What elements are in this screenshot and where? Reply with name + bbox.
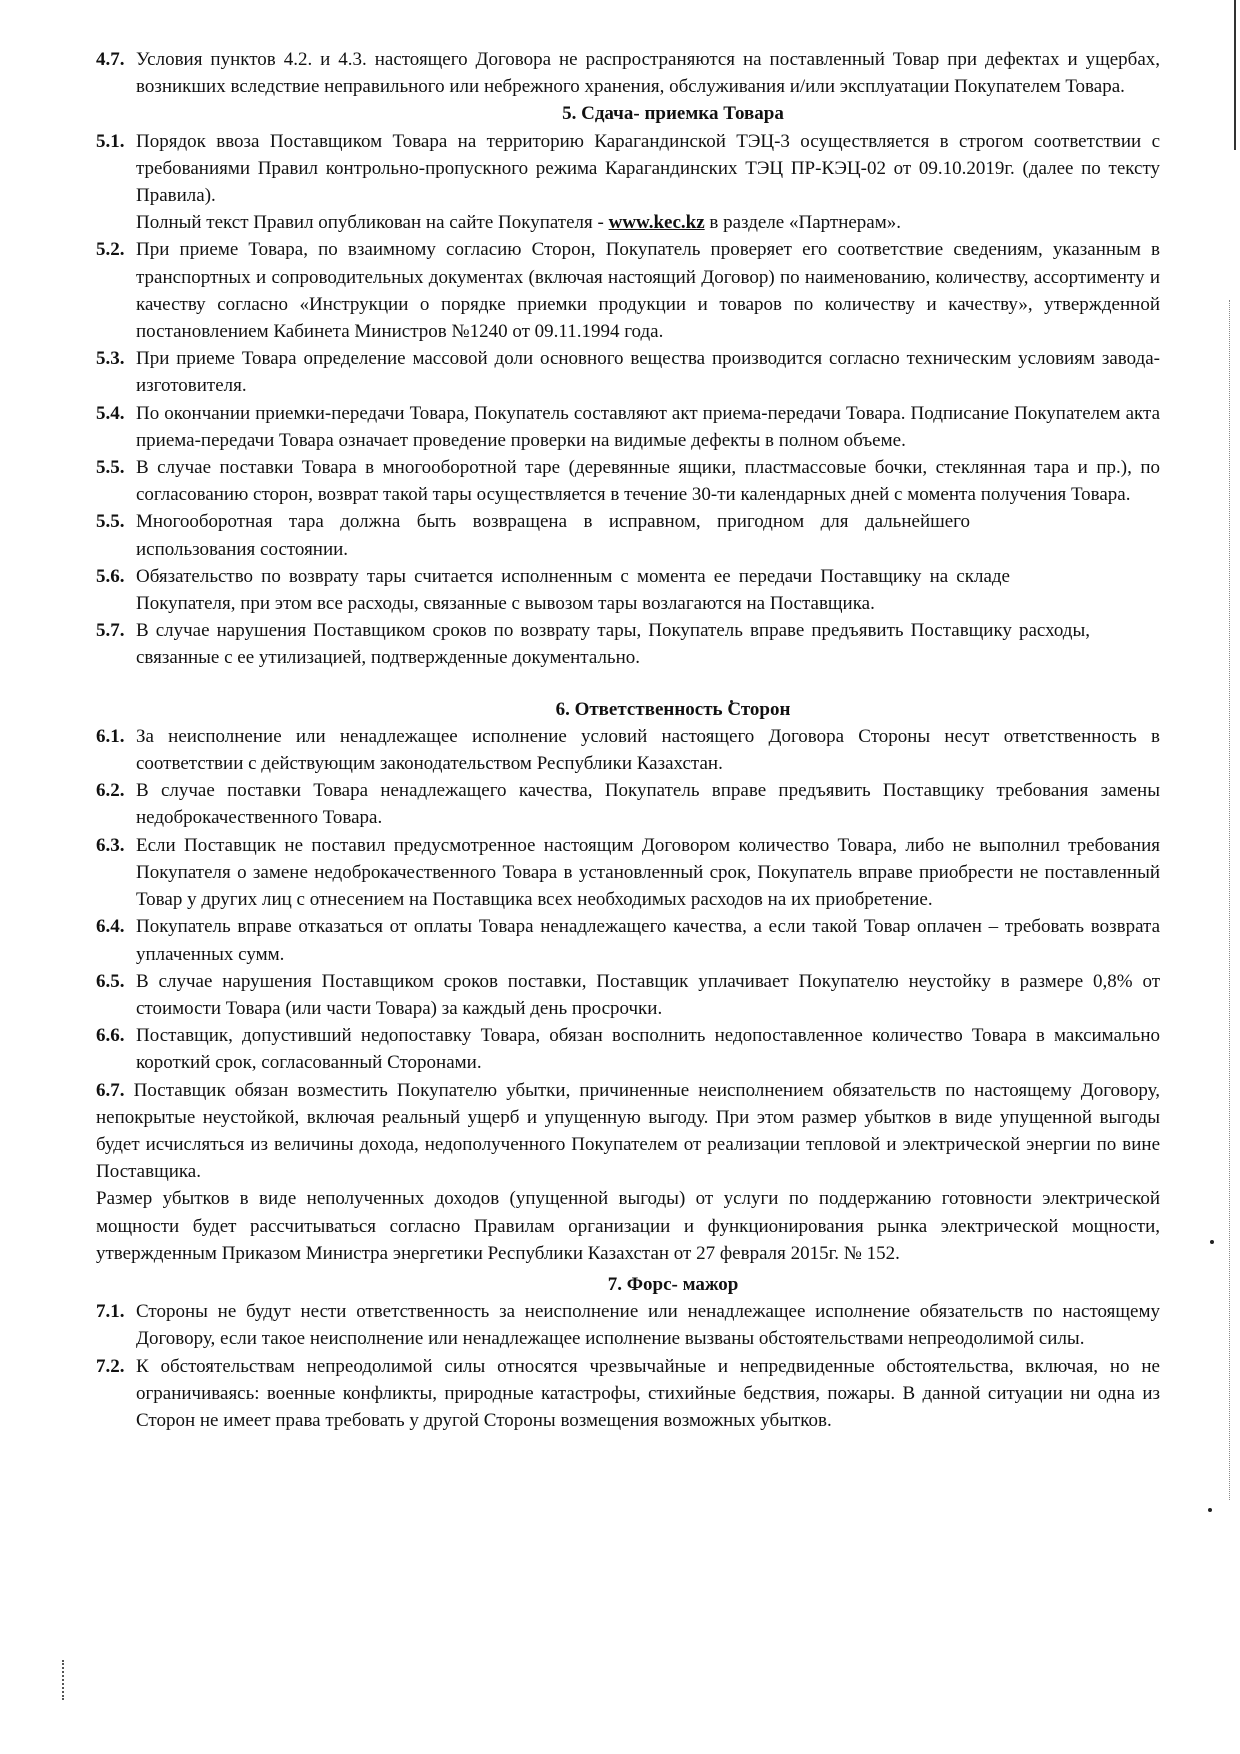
clause-text: Если Поставщик не поставил предусмотренное настоящим Договором количество Товара, либо не выполнил требования Покупателя о замене недоброкачественного Товара в установленный срок, Покупатель вправе приобрести не поставленный Товар у других лиц с отнесением на Поставщика всех необходимых расходов на их приобретение. — [136, 834, 1160, 911]
section-5-title: 5. Сдача- приемка Товара — [562, 103, 784, 125]
website-link[interactable]: www.kec.kz — [608, 212, 705, 234]
clause-text: Условия пунктов 4.2. и 4.3. настоящего Договора не распространяются на поставленный Товар при дефектах и ущербах, возникших вследствие неправильного или небрежного хранения, обслуживания и/или эксплуатации Покупателем Товара. — [136, 49, 1160, 98]
clause-number: 6.3. — [96, 834, 125, 856]
clause-text: В случае нарушения Поставщиком сроков поставки, Поставщик уплачивает Покупателю неустойку в размере 0,8% от стоимости Товара (или части Товара) за каждый день просрочки. — [136, 970, 1160, 1019]
rules-note-prefix: Полный текст Правил опубликован на сайте Покупателя - — [136, 212, 609, 234]
clause-text: В случае поставки Товара ненадлежащего качества, Покупатель вправе предъявить Поставщику требования замены недоброкачественного Товара. — [136, 780, 1160, 829]
clause-text: Поставщик, допустивший недопоставку Товара, обязан восполнить недопоставленное количество Товара в максимально короткий срок, согласованный Сторонами. — [136, 1025, 1160, 1074]
clause-number: 6.4. — [96, 916, 125, 938]
clause-number: 5.7. — [96, 620, 125, 642]
clause-7-2 — [96, 1353, 1160, 1435]
spacer — [96, 672, 1160, 696]
scan-speck — [1210, 1240, 1214, 1244]
clause-number: 5.4. — [96, 402, 125, 424]
document-page — [96, 46, 1160, 1434]
clause-text: В случае нарушения Поставщиком сроков по возврату тары, Покупатель вправе предъявить Поставщику расходы, связанные с ее утилизацией, подтвержденные документально. — [136, 620, 1090, 669]
clause-text: Покупатель вправе отказаться от оплаты Товара ненадлежащего качества, а если такой Товар оплачен – требовать возврата уплаченных сумм. — [136, 916, 1160, 965]
clause-6-2 — [96, 777, 1160, 831]
clause-7-1 — [96, 1298, 1160, 1352]
scan-left-dots — [62, 1660, 66, 1700]
clause-number: 7.2. — [96, 1355, 125, 1377]
clause-text: Обязательство по возврату тары считается исполненным с момента ее передачи Поставщику на складе Покупателя, при этом все расходы, связанные с вывозом тары возлагаются на Поставщика. — [136, 565, 1010, 615]
clause-text: Поставщик обязан возместить Покупателю убытки, причиненные неисполнением обязательств по настоящему Договору, непокрытые неустойкой, включая реальный ущерб и упущенную выгоду. При этом размер убытков в виде упущенной выгоды будет исчисляться из величины дохода, недополученного Покупателем от реализации тепловой и электрической энергии по вине Поставщика. — [96, 1079, 1160, 1183]
clause-5-3 — [96, 345, 1160, 399]
clause-5-5-second — [96, 508, 1160, 562]
clause-text: Стороны не будут нести ответственность за неисполнение или ненадлежащее исполнение обязательств по настоящему Договору, если такое неисполнение или ненадлежащее исполнение вызваны обстоятельствами непреодолимой силы. — [136, 1301, 1160, 1350]
scan-speck — [1208, 1508, 1212, 1512]
clause-number: 5.3. — [96, 348, 125, 370]
scan-edge-line — [1234, 0, 1236, 150]
clause-6-3 — [96, 832, 1160, 914]
clause-5-6 — [96, 563, 1160, 617]
clause-number: 5.5. — [96, 511, 125, 533]
clause-number: 5.6. — [96, 565, 125, 587]
clause-5-4 — [96, 400, 1160, 454]
clause-number: 7.1. — [96, 1301, 125, 1323]
clause-number: 6.2. — [96, 780, 125, 802]
clause-6-7 — [96, 1077, 1160, 1186]
rules-note-suffix: в разделе «Партнерам». — [704, 212, 902, 234]
clause-5-5 — [96, 454, 1160, 508]
clause-text: В случае поставки Товара в многооборотной таре (деревянные ящики, пластмассовые бочки, стеклянная тара и пр.), по согласованию сторон, возврат такой тары осуществляется в течение 30-ти календарных дней с момента получения Товара. — [136, 457, 1160, 506]
clause-text: К обстоятельствам непреодолимой силы относятся чрезвычайные и непредвиденные обстоятельства, включая, но не ограничиваясь: военные конфликты, природные катастрофы, стихийные бедствия, пожары. В данной ситуации ни одна из Сторон не имеет права требовать у другой Стороны возмещения возможных убытков. — [136, 1355, 1160, 1431]
section-6-title: 6. Ответственность Сторон — [555, 698, 791, 720]
clause-body — [136, 128, 1160, 237]
clause-6-1 — [96, 723, 1160, 777]
clause-text: При приеме Товара, по взаимному согласию Сторон, Покупатель проверяет его соответствие сведениям, указанным в транспортных и сопроводительных документах (включая настоящий Договор) по наименованию, количеству, ассортименту и качеству согласно «Инструкции о порядке приемки продукции и товаров по количеству и качеству», утвержденной постановлением Кабинета Министров №1240 от 09.11.1994 года. — [136, 239, 1160, 343]
clause-number: 6.1. — [96, 725, 125, 747]
clause-5-2 — [96, 236, 1160, 345]
clause-text: По окончании приемки-передачи Товара, Покупатель составляют акт приема-передачи Товара. Подписание Покупателем акта приема-передачи Товара означает проведение проверки на видимые дефекты в полном объеме. — [136, 402, 1160, 451]
clause-text: Многооборотная тара должна быть возвращена в исправном, пригодном для дальнейшего использования состоянии. — [136, 511, 970, 560]
clause-number: 5.2. — [96, 239, 125, 261]
clause-5-1 — [96, 128, 1160, 237]
clause-text: За неисполнение или ненадлежащее исполнение условий настоящего Договора Стороны несут ответственность в соответствии с действующим законодательством Республики Казахстан. — [136, 725, 1160, 775]
clause-number: 6.5. — [96, 970, 125, 992]
clause-text: Порядок ввоза Поставщиком Товара на территорию Карагандинской ТЭЦ-3 осуществляется в строгом соответствии с требованиями Правил контрольно-пропускного режима Карагандинских ТЭЦ ПР-КЭЦ-02 от 09.10.2019г. (далее по тексту Правила). — [136, 130, 1160, 207]
clause-5-7 — [96, 617, 1160, 671]
clause-6-4 — [96, 913, 1160, 967]
losses-paragraph: Размер убытков в виде неполученных доходов (упущенной выгоды) от услуги по поддержанию готовности электрической мощности будет рассчитываться согласно Правилам организации и функционирования рынка электрической мощности, утвержденным Приказом Министра энергетики Республики Казахстан от 27 февраля 2015г. № 152. — [96, 1188, 1160, 1264]
scan-edge-dots — [1228, 300, 1230, 1500]
clause-6-6 — [96, 1022, 1160, 1076]
clause-number: 5.1. — [96, 130, 125, 152]
section-7-title: 7. Форс- мажор — [607, 1273, 739, 1295]
clause-number: 4.7. — [96, 49, 125, 70]
clause-number: 5.5. — [96, 457, 125, 479]
clause-number: 6.7. — [96, 1079, 125, 1101]
clause-4-7 — [96, 46, 1160, 100]
clause-6-5 — [96, 968, 1160, 1022]
clause-text: При приеме Товара определение массовой доли основного вещества производится согласно техническим условиям завода-изготовителя. — [136, 348, 1160, 397]
clause-number: 6.6. — [96, 1025, 125, 1047]
